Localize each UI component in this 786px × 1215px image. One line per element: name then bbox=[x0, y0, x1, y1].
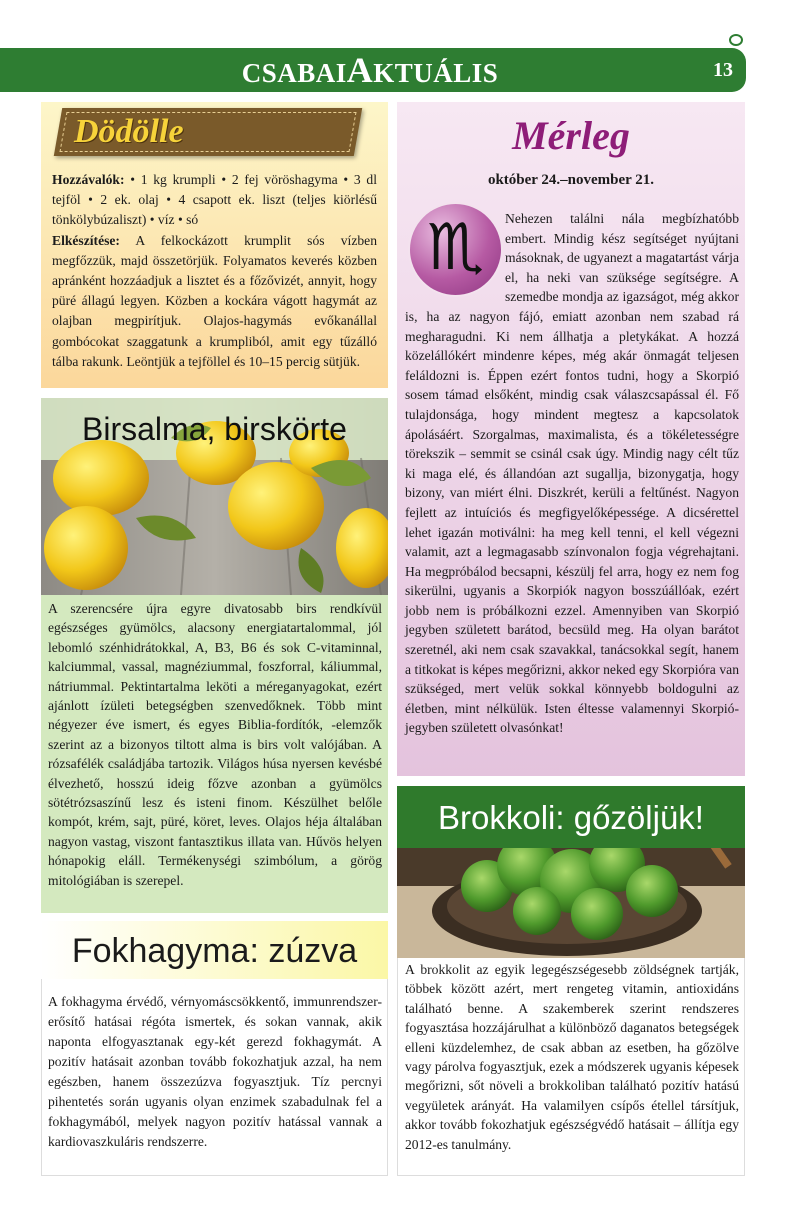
merleg-dates: október 24.–november 21. bbox=[487, 172, 655, 188]
merleg-title: Mérleg bbox=[512, 113, 630, 158]
fokhagyma-text: A fokhagyma érvédő, vérnyomáscsökkentő, immunrendszer-erősítő hatásai régóta ismertek, és sokan vannak, akik naponta elfogyasztanak egy-két gerezd fokhagymát. A pozitív hatásait azonban tovább fokozhatjuk azzal, ha nem egészben, hanem összezúzva fogyasztjuk. Tíz percnyi pihentetés során ugyanis olyan enzimek szabadulnak fel a fokhagymából, melyek nagyon pozitív hatással vannak a kardiovaszkuláris rendszerre. bbox=[48, 994, 382, 1149]
method-text: A felkockázott krumplit sós vízben megfőzzük, majd összetörjük. Folyamatos keverés közben apránként hozzáadjuk a lisztet és a főzővizét, annyit, hogy püré állagú legyen. Közben a kockára vágott hagymát az olajban megpirítjuk. Olajos-hagymás evőkanállal gombócokat szaggatunk a krumpliból, amit egy tűzálló tálba rakunk. Leöntjük a tejföllel és 10–15 percig sütjük. bbox=[52, 232, 377, 369]
merleg-text bbox=[405, 209, 739, 738]
merleg-body: Nehezen találni nála megbízhatóbb embert. Mindig kész segítséget nyújtani másoknak, de ugyanezt a magatartást várja el, ha neki van szüksége segítségre. A szemedbe mondja az igazságot, még akkor is, ha az nagyon fájó, emiatt azonban nem szabad rá megharagudni. Ki nem állhatja a pletykákat. A hozzá közelállókért mindenre képes, még akár önmagát teljesen feláldozni is. Éppen ezért fontos tudni, hogy a Skorpió sosem támad elsőként, mindig csak válaszcsapással él. Fő tulajdonsága, hogy mindent megtesz a kapcsolatok ápolásáért. Szorgalmas, maximalista, és a tökéletességre törekszik – semmit se csinál csak úgy. Mindig nagy célt tűz ki maga elé, és állandóan azt sugallja, bizonygatja, hogy bizony, van miért élni. Diszkrét, kerüli a feltűnést. Nagyon fejlett az intuíciós és megfigyelőképessége. A dicsérettel lehet igazán motiválni: ha meg kell tenni, el kell végezni valamit, azt a legmagasabb színvonalon fogja végrehajtani. Ha megpróbálod becsapni, készülj fel arra, hogy ez nem fog sikerülni, ugyanis a Skorpiók nagyon bosszúállóak, ezért jobb nem is próbálkozni ezzel. Amennyiben van Skorpió jegyben született barátod, becsüld meg. Ha olyan barátot szeretnél, aki nem csak szavakkal, tanácsokkal segít, hanem a titkokat is képes megőrizni, akkor neked egy Skorpióra van szükséged, mert velük sokkal könnyebb boldogulni az életben, mint nélkülük. Isten éltesse valamennyi Skorpió-jegyben született olvasónkat! bbox=[405, 211, 739, 736]
zodiac-spacer bbox=[405, 209, 505, 305]
masthead-initial: A bbox=[346, 50, 374, 90]
masthead-prefix: CSABAI bbox=[241, 58, 347, 88]
ingredients-text: • 1 kg krumpli • 2 fej vöröshagyma • 3 dl tejföl • 2 ek. olaj • 4 csapott ek. liszt (teljes kiörlésű tönkölybúzaliszt) • víz • só bbox=[52, 172, 377, 228]
fokhagyma-title: Fokhagyma: zúzva bbox=[71, 932, 358, 970]
brokkoli-title: Brokkoli: gőzöljük! bbox=[397, 786, 745, 848]
ingredients-label: Hozzávalók: bbox=[52, 172, 125, 187]
birsalma-text: A szerencsére újra egyre divatosabb birs rendkívül egészséges gyümölcs, alacsony energiatartalommal, jól lebomló szénhidrátokkal, A, B3, B6 és sok C-vitaminnal, kalciummal, vassal, magnéziummal, foszforral, káliummal, nátriummal. Pektintartalma leköti a méreganyagokat, ezért ajánlott ízületi betegségben szenvedőknek. Több mint négyezer éve ismert, és egyes Biblia-fordítók, -elemzők szerint az a bizonyos tiltott alma is birs volt valójában. A rózsafélék családjába tartozik. Világos húsa nyersen kevésbé élvezhető, hosszú ideig főzve azonban a gyümölcs sötétrózsaszínű lesz és isteni finom. Készülhet belőle kompót, krém, sajt, püré, köret, leves. Olajos héja általában nagyon vastag, viszont fantasztikus illata van. Hűvös helyen hónapokig eláll. Termékenységi szimbólum, a görög mitológiában is szerepel. bbox=[48, 601, 382, 888]
masthead bbox=[0, 48, 700, 92]
page-number: 13 bbox=[713, 59, 733, 81]
swirl-logo-icon bbox=[729, 34, 743, 46]
dodolle-title: Dödölle bbox=[74, 113, 184, 150]
brokkoli-text: A brokkolit az egyik legegészségesebb zöldségnek tartják, többek között azért, mert rengeteg vitamin, antioxidáns található benne. A szakemberek szerint rendszeres fogyasztása hozzájárulhat a különböző daganatos betegségek elleni küzdelemhez, de csak abban az esetben, ha gőzölve vagy párolva fogyasztjuk, ezek a módszerek ugyanis képesek megőrizni, sőt növeli a brokkoliban található pozitív hatású vegyületek arányát. Ha valamilyen csípős étellel társítjuk, akkor tovább fokozhatjuk egészségvédő hatásait – állítja egy 2012-es tanulmány. bbox=[405, 962, 739, 1152]
masthead-suffix: KTUÁLIS bbox=[373, 58, 499, 88]
method-label: Elkészítése: bbox=[52, 232, 120, 248]
dodolle-text bbox=[52, 170, 377, 372]
scorpio-sign-icon: ♏ bbox=[426, 211, 485, 285]
birsalma-title: Birsalma, birskörte bbox=[82, 411, 347, 447]
